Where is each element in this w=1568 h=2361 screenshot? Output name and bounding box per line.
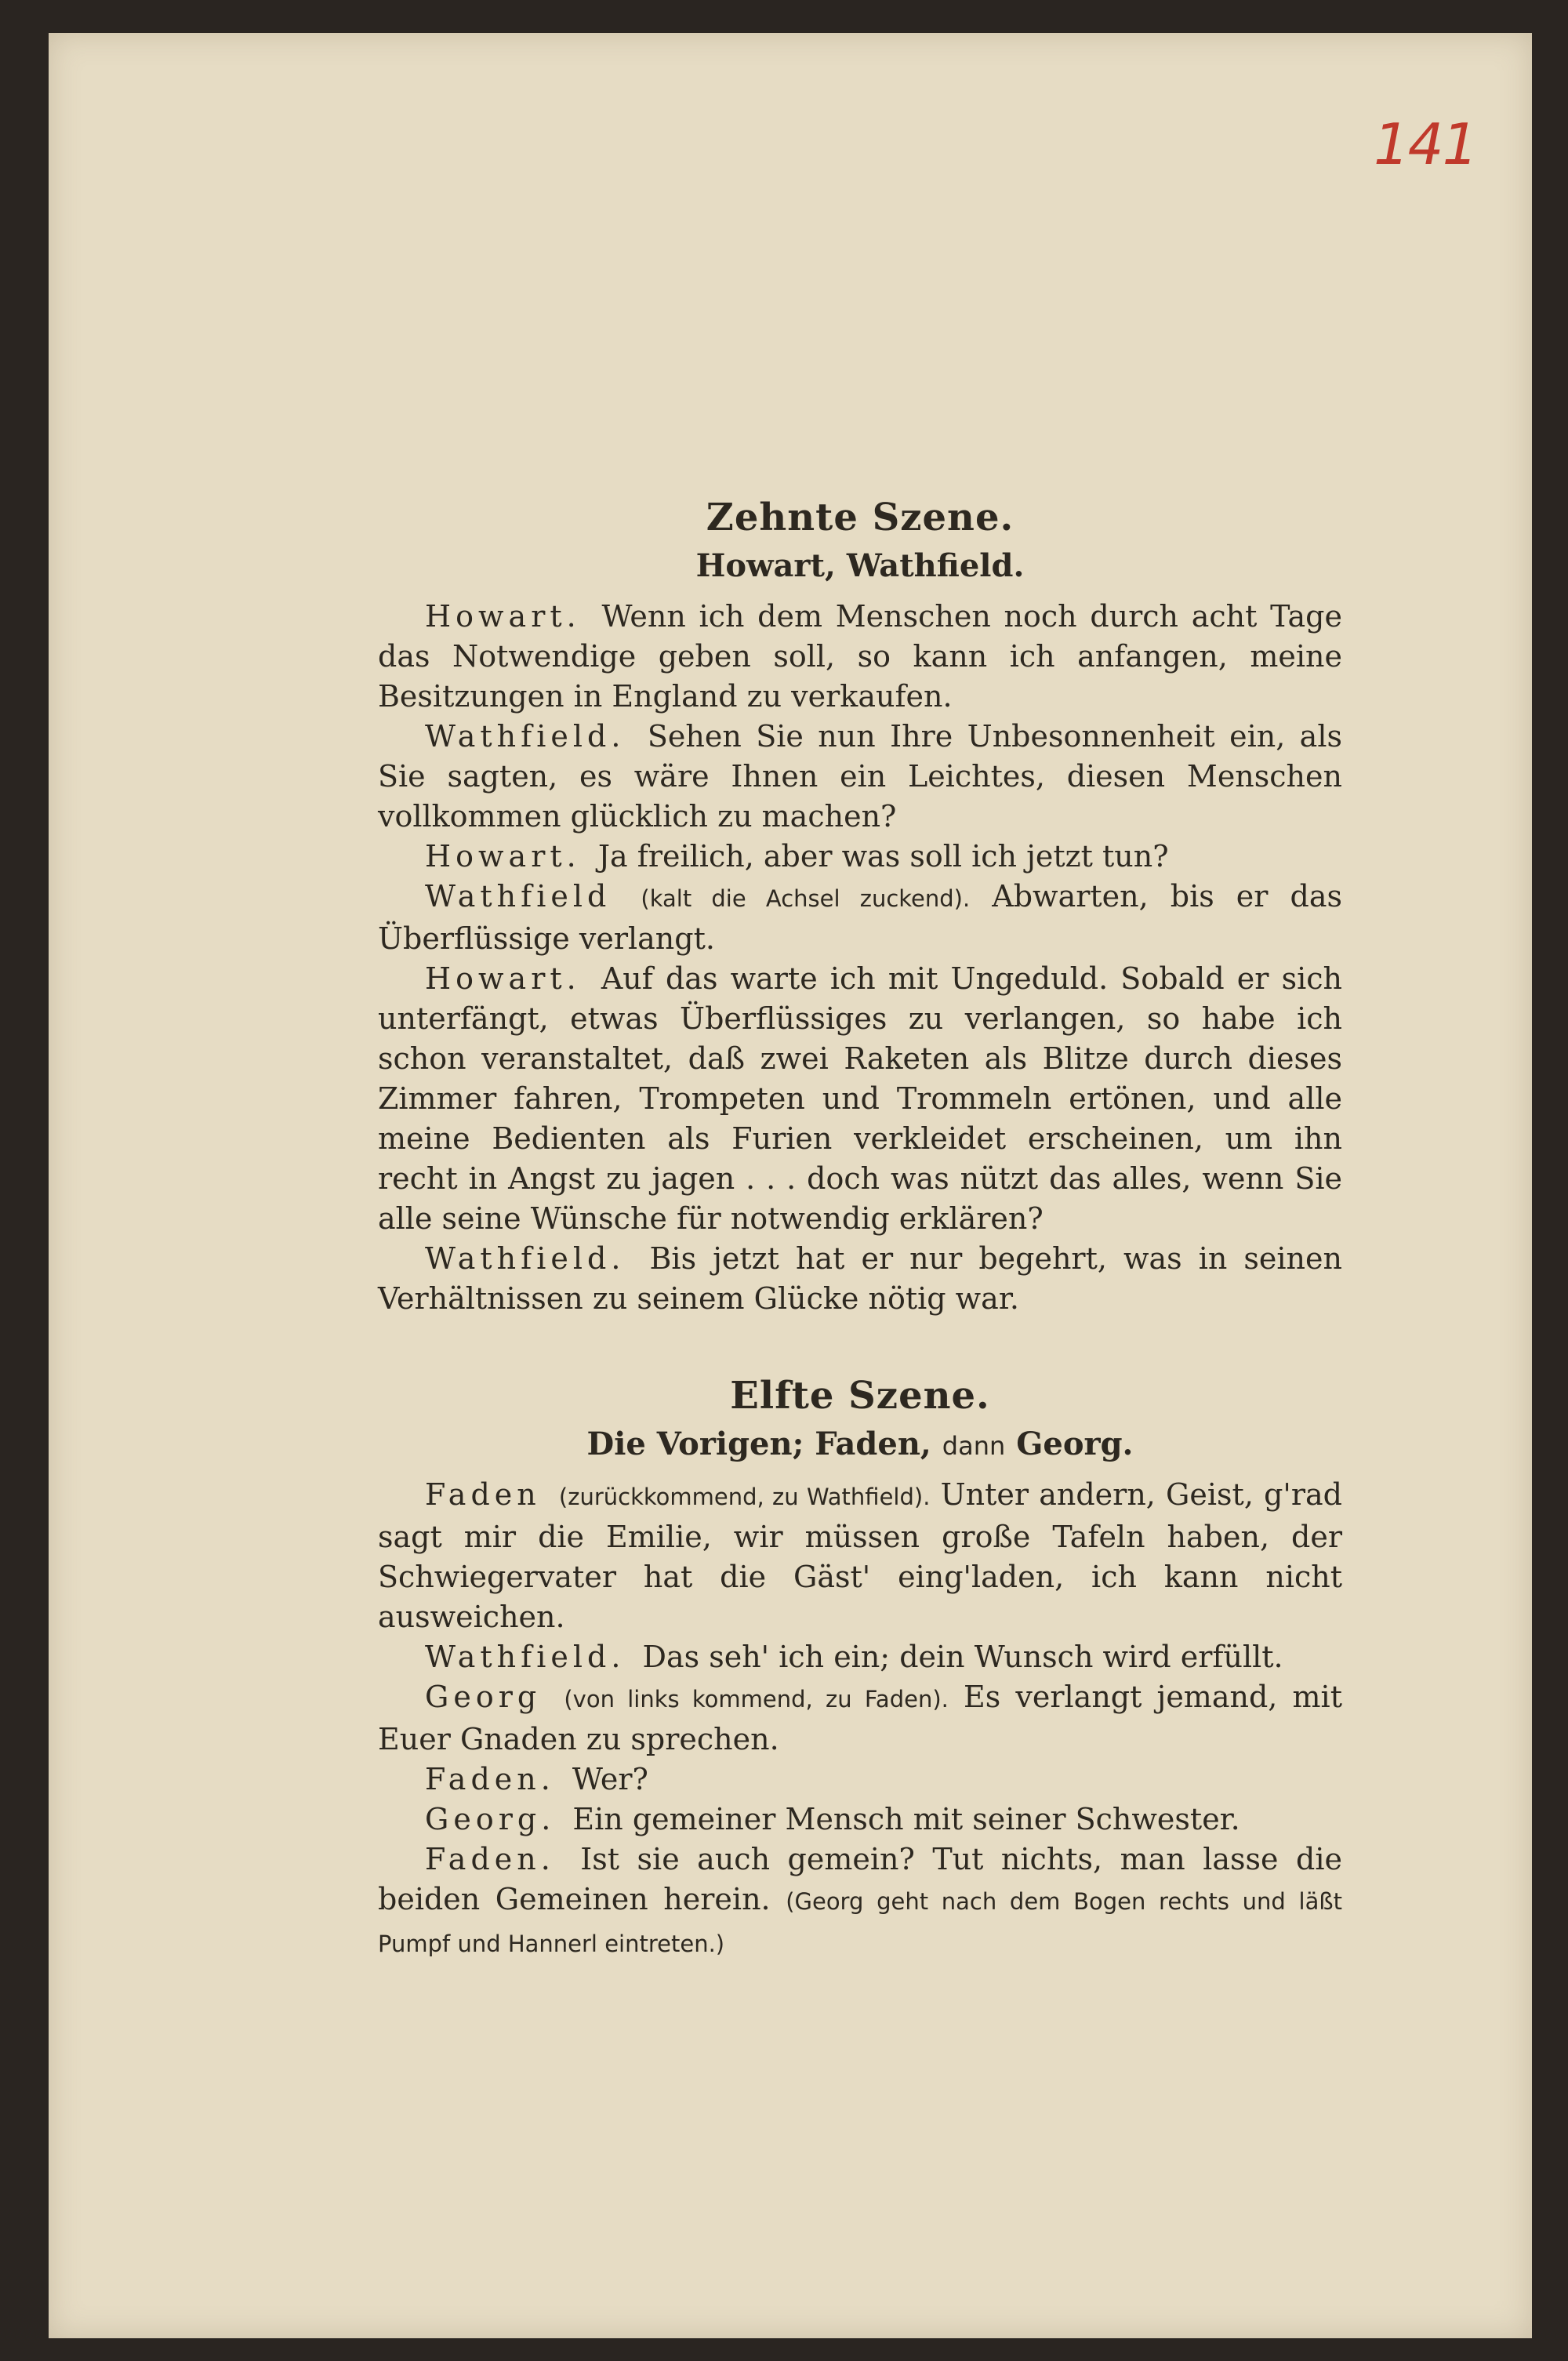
speech-text: Bis jetzt hat er nur begehrt, was in seinen Verhältnissen zu seinem Glücke nötig war.	[378, 1241, 1342, 1316]
dialogue-line	[378, 959, 1342, 1239]
speech-text: Wer?	[572, 1762, 648, 1796]
speaker-name: Faden.	[425, 1842, 555, 1876]
scene-11-title: Elfte Szene.	[730, 1374, 990, 1418]
speaker-name: Wathfield	[425, 879, 612, 914]
speech-text: Ja freilich, aber was soll ich jetzt tun?	[597, 839, 1169, 874]
cast-end: Georg.	[1016, 1426, 1134, 1462]
stage-direction: (Georg geht nach dem Bogen rechts und läßt Pumpf und Hannerl eintreten.)	[378, 1888, 1342, 1957]
speech-text: Wenn ich dem Menschen noch durch acht Tage das Notwendige geben soll, so kann ich anfangen, meine Besitzungen in England zu verkaufen.	[378, 599, 1342, 714]
scene-11-cast	[378, 1426, 1342, 1462]
speech-text: Unter andern, Geist, g'rad sagt mir die Emilie, wir müssen große Tafeln haben, der Schwiegervater hat die Gäst' eing'laden, ich kann nicht ausweichen.	[378, 1477, 1342, 1634]
speech-text: Sehen Sie nun Ihre Unbesonnenheit ein, als Sie sagten, es wäre Ihnen ein Leichtes, diesen Menschen vollkommen glücklich zu machen?	[378, 719, 1342, 834]
speech-text: Ein gemeiner Mensch mit seiner Schwester.	[572, 1802, 1240, 1836]
speech-text: Das seh' ich ein; dein Wunsch wird erfüllt.	[642, 1640, 1283, 1674]
speaker-name: Wathfield.	[425, 1640, 626, 1674]
dialogue-line	[378, 877, 1342, 959]
stage-direction: (zurückkommend, zu Wathfield).	[558, 1484, 931, 1510]
speaker-name: Georg.	[425, 1802, 556, 1836]
dialogue-line	[378, 1239, 1342, 1319]
dialogue-line	[378, 837, 1342, 877]
cast-main: Die Vorigen; Faden,	[586, 1426, 931, 1462]
dialogue-line	[378, 717, 1342, 837]
speech-text: Auf das warte ich mit Ungeduld. Sobald er sich unterfängt, etwas Überflüssiges zu verlangen, so habe ich schon veranstaltet, daß zwei Raketen als Blitze durch dieses Zimmer fahren, Trompeten und Trommeln ertönen, und alle meine Bedienten als Furien verkleidet erscheinen, um ihn recht in Angst zu jagen . . . doch was nützt das alles, wenn Sie alle seine Wünsche für notwendig erklären?	[378, 961, 1342, 1236]
dialogue-line	[378, 1475, 1342, 1637]
dialogue-line	[378, 1840, 1342, 1964]
speaker-name: Howart.	[425, 839, 581, 874]
speaker-name: Howart.	[425, 599, 581, 634]
stage-direction: (kalt die Achsel zuckend).	[641, 885, 971, 912]
scene-10-title: Zehnte Szene.	[706, 496, 1014, 539]
cast-dann: dann	[942, 1431, 1006, 1461]
speaker-name: Howart.	[425, 961, 581, 996]
scene-10-cast: Howart, Wathfield.	[695, 547, 1025, 584]
speaker-name: Faden.	[425, 1762, 555, 1796]
speaker-name: Georg	[425, 1680, 542, 1714]
speech-text: Es verlangt jemand, mit Euer Gnaden zu sprechen.	[378, 1680, 1342, 1756]
document-page	[49, 33, 1532, 2338]
speaker-name: Faden	[425, 1477, 541, 1512]
dialogue-line	[378, 1800, 1342, 1840]
section-spacer	[378, 1319, 1342, 1374]
speaker-name: Wathfield.	[425, 1241, 626, 1276]
dialogue-line	[378, 1677, 1342, 1760]
dialogue-line	[378, 597, 1342, 717]
speech-text: Abwarten, bis er das Überflüssige verlangt.	[378, 879, 1342, 956]
dialogue-line	[378, 1760, 1342, 1800]
speech-text: Ist sie auch gemein? Tut nichts, man lasse die beiden Gemeinen herein.	[378, 1842, 1342, 1916]
dialogue-line	[378, 1637, 1342, 1677]
page-number: 141	[1374, 111, 1477, 177]
text-body	[378, 496, 1342, 1964]
speaker-name: Wathfield.	[425, 719, 626, 754]
stage-direction: (von links kommend, zu Faden).	[564, 1686, 949, 1713]
